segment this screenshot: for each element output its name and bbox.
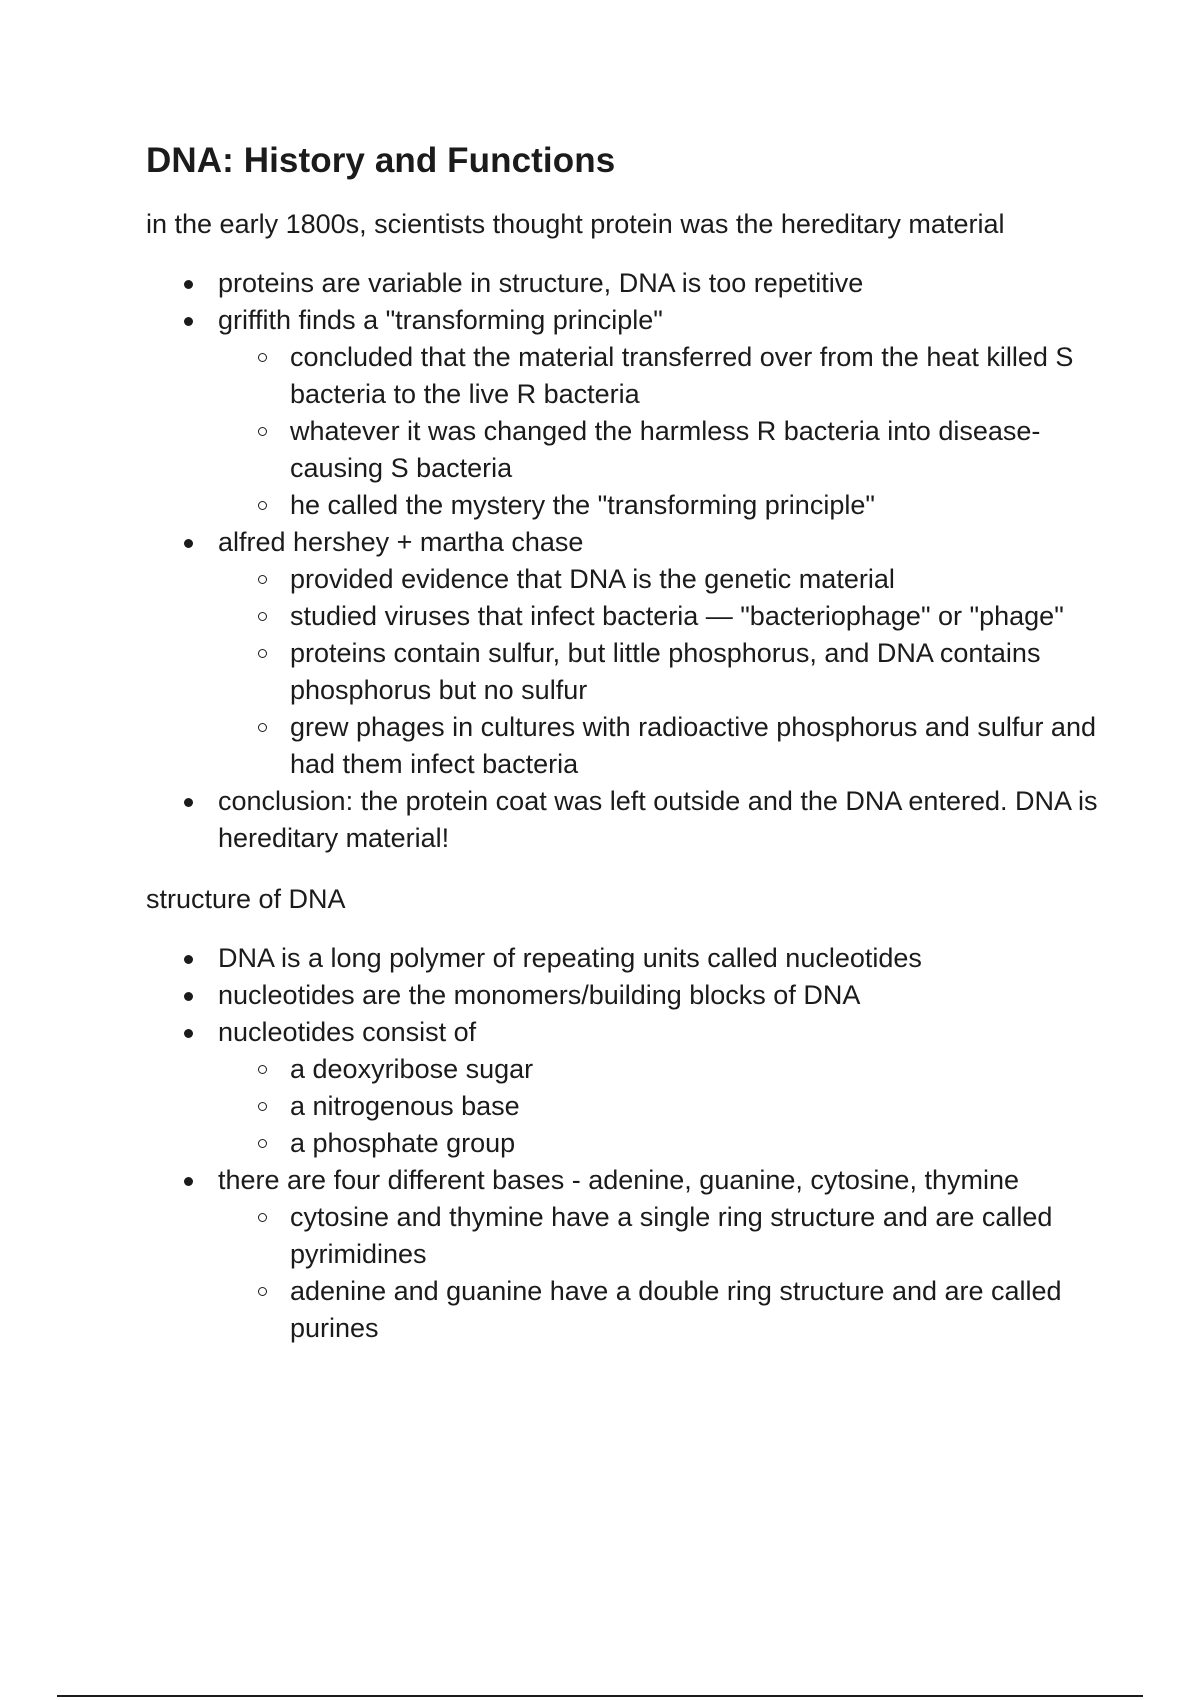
- list-item: [146, 1162, 1106, 1347]
- list-item: [146, 940, 1106, 977]
- list-item: [146, 783, 1106, 857]
- list-item: [146, 1014, 1106, 1162]
- sub-list-item-text: proteins contain sulfur, but little phosphorus, and DNA contains phosphorus but no sulfur: [290, 638, 1041, 705]
- sub-list: [218, 1199, 1106, 1347]
- document-body: [146, 140, 1106, 1347]
- sub-list-item: [218, 709, 1106, 783]
- list-item: [146, 302, 1106, 524]
- bullet-circle-icon: [258, 427, 267, 436]
- sub-list-item-text: concluded that the material transferred over from the heat killed S bacteria to the live R bacteria: [290, 342, 1074, 409]
- bullet-circle-icon: [258, 1102, 267, 1111]
- sub-list-item-text: cytosine and thymine have a single ring structure and are called pyrimidines: [290, 1202, 1053, 1269]
- sub-list-item-text: adenine and guanine have a double ring structure and are called purines: [290, 1276, 1062, 1343]
- page-title: DNA: History and Functions: [146, 141, 616, 180]
- sub-list-item-text: a phosphate group: [290, 1128, 516, 1158]
- bullet-disc-icon: [184, 798, 193, 807]
- list-item: [146, 977, 1106, 1014]
- sub-list-item: [218, 1088, 1106, 1125]
- bullet-circle-icon: [258, 353, 267, 362]
- bullet-disc-icon: [184, 1029, 193, 1038]
- list-item-text: griffith finds a "transforming principle": [218, 305, 663, 335]
- sub-list-item-text: studied viruses that infect bacteria — "bacteriophage" or "phage": [290, 601, 1064, 631]
- list-item-text: nucleotides are the monomers/building blocks of DNA: [218, 980, 861, 1010]
- bullet-disc-icon: [184, 539, 193, 548]
- sub-list-item-text: a deoxyribose sugar: [290, 1054, 534, 1084]
- sub-list-item-text: he called the mystery the "transforming principle": [290, 490, 875, 520]
- sub-list-item: [218, 339, 1106, 413]
- structure-list: [146, 940, 1106, 1347]
- sub-list-item-text: grew phages in cultures with radioactive phosphorus and sulfur and had them infect bacteria: [290, 712, 1096, 779]
- structure-heading: structure of DNA: [146, 884, 346, 914]
- sub-list-item-text: whatever it was changed the harmless R bacteria into disease-causing S bacteria: [290, 416, 1041, 483]
- sub-list-item: [218, 1199, 1106, 1273]
- bullet-disc-icon: [184, 280, 193, 289]
- bullet-circle-icon: [258, 649, 267, 658]
- sub-list-item: [218, 598, 1106, 635]
- sub-list-item: [218, 1273, 1106, 1347]
- list-item-text: there are four different bases - adenine, guanine, cytosine, thymine: [218, 1165, 1019, 1195]
- list-item: [146, 265, 1106, 302]
- bullet-disc-icon: [184, 955, 193, 964]
- bullet-circle-icon: [258, 1065, 267, 1074]
- sub-list-item: [218, 487, 1106, 524]
- sub-list-item: [218, 1051, 1106, 1088]
- bullet-disc-icon: [184, 992, 193, 1001]
- sub-list-item: [218, 635, 1106, 709]
- bullet-circle-icon: [258, 501, 267, 510]
- bullet-circle-icon: [258, 1139, 267, 1148]
- list-item: [146, 524, 1106, 783]
- bullet-circle-icon: [258, 723, 267, 732]
- bullet-circle-icon: [258, 612, 267, 621]
- history-list: [146, 265, 1106, 857]
- list-item-text: proteins are variable in structure, DNA is too repetitive: [218, 268, 864, 298]
- list-item-text: nucleotides consist of: [218, 1017, 477, 1047]
- bullet-circle-icon: [258, 1213, 267, 1222]
- list-item-text: conclusion: the protein coat was left outside and the DNA entered. DNA is hereditary material!: [218, 786, 1098, 853]
- sub-list: [218, 339, 1106, 524]
- list-item-text: alfred hershey + martha chase: [218, 527, 584, 557]
- sub-list-item-text: a nitrogenous base: [290, 1091, 520, 1121]
- bullet-disc-icon: [184, 1177, 193, 1186]
- footer-rule: [57, 1695, 1143, 1697]
- intro-paragraph: in the early 1800s, scientists thought protein was the hereditary material: [146, 209, 1005, 239]
- sub-list: [218, 561, 1106, 783]
- bullet-disc-icon: [184, 317, 193, 326]
- sub-list-item: [218, 1125, 1106, 1162]
- sub-list-item: [218, 561, 1106, 598]
- sub-list-item-text: provided evidence that DNA is the genetic material: [290, 564, 895, 594]
- sub-list: [218, 1051, 1106, 1162]
- sub-list-item: [218, 413, 1106, 487]
- bullet-circle-icon: [258, 575, 267, 584]
- bullet-circle-icon: [258, 1287, 267, 1296]
- list-item-text: DNA is a long polymer of repeating units called nucleotides: [218, 943, 922, 973]
